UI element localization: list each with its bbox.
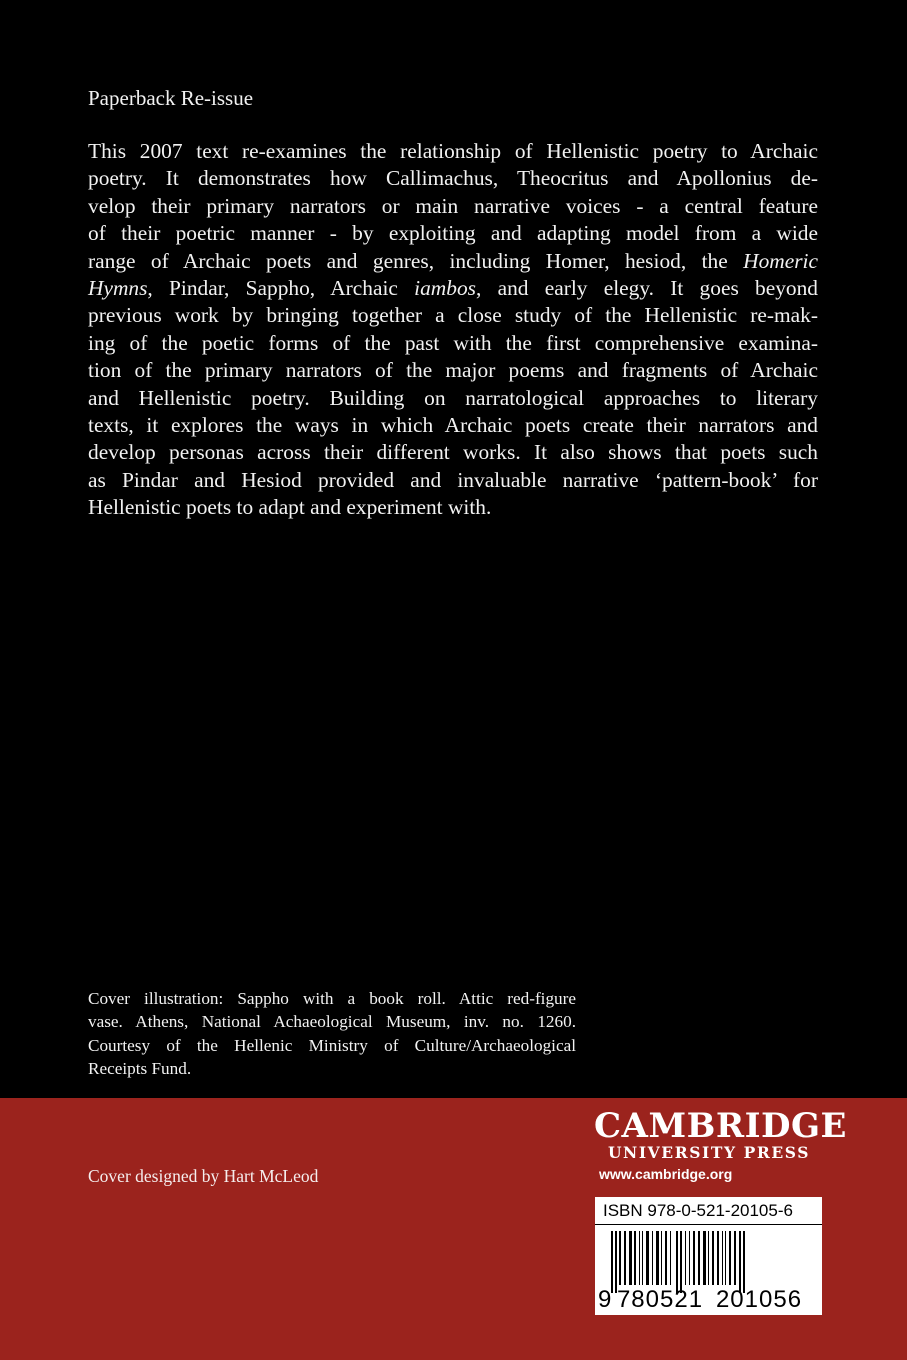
publisher-url: www.cambridge.org xyxy=(599,1166,733,1182)
barcode-bar xyxy=(670,1231,671,1285)
publisher-name: CAMBRIDGE xyxy=(594,1106,847,1146)
barcode-bar xyxy=(619,1231,621,1285)
credit-line: Courtesy of the Hellenic Ministry of Culture/Archaeological xyxy=(88,1035,576,1055)
blurb-line: Hymns, Pindar, Sappho, Archaic iambos, and early elegy. It goes beyond xyxy=(88,276,818,301)
barcode-bar xyxy=(629,1231,632,1285)
publisher-press: UNIVERSITY PRESS xyxy=(607,1143,811,1162)
barcode-bar xyxy=(656,1231,659,1285)
blurb-line: and Hellenistic poetry. Building on narratological approaches to literary xyxy=(88,385,818,410)
barcode-bar xyxy=(734,1231,736,1285)
barcode-bar xyxy=(652,1231,653,1285)
barcode-panel xyxy=(595,1197,822,1315)
barcode-bar xyxy=(615,1231,617,1293)
barcode-bar xyxy=(611,1231,613,1293)
barcode-bar xyxy=(712,1231,714,1285)
credit-line: Cover illustration: Sappho with a book roll. Attic red-figure xyxy=(88,989,576,1008)
edition-label: Paperback Re-issue xyxy=(88,86,254,110)
blurb-line: Hellenistic poets to adapt and experiment with. xyxy=(88,495,492,520)
barcode-bar xyxy=(708,1231,709,1285)
barcode-bar xyxy=(676,1231,678,1293)
barcode-bar xyxy=(725,1231,726,1285)
blurb-line: develop personas across their different works. It also shows that poets such xyxy=(88,440,818,465)
italic-term: iambos xyxy=(414,276,476,301)
isbn-divider xyxy=(595,1224,822,1225)
barcode-digits xyxy=(595,1287,822,1313)
blurb-line: ing of the poetic forms of the past with the first comprehensive examina- xyxy=(88,330,818,355)
blurb-paragraph xyxy=(88,138,818,522)
barcode-bar xyxy=(665,1231,667,1285)
publisher-logo xyxy=(594,1106,847,1184)
blurb-line: tion of the primary narrators of the major poems and fragments of Archaic xyxy=(88,358,818,383)
barcode-bar xyxy=(642,1231,643,1285)
barcode-bar xyxy=(729,1231,731,1285)
barcode-digits-left: 780521 xyxy=(616,1286,704,1313)
blurb-line: of their poetric manner - by exploiting and adapting model from a wide xyxy=(88,221,818,246)
barcode-bar xyxy=(661,1231,662,1285)
blurb-line: previous work by bringing together a close study of the Hellenistic re-mak- xyxy=(88,303,818,328)
barcode-digit-first: 9 xyxy=(598,1286,612,1313)
credit-line: Receipts Fund. xyxy=(88,1058,192,1078)
barcode-bar xyxy=(743,1231,745,1293)
barcode-bar xyxy=(639,1231,640,1285)
barcode-bar xyxy=(698,1231,700,1285)
isbn-number: ISBN 978-0-521-20105-6 xyxy=(603,1201,793,1220)
barcode-bar xyxy=(646,1231,649,1285)
blurb-line: texts, it explores the ways in which Archaic poets create their narrators and xyxy=(88,413,818,438)
barcode-bar xyxy=(693,1231,695,1285)
barcode-bar xyxy=(717,1231,719,1285)
italic-term: Hymns xyxy=(88,276,148,301)
barcode-digits-right: 201056 xyxy=(715,1286,803,1313)
barcode-bar xyxy=(722,1231,723,1285)
barcode-bar xyxy=(624,1231,626,1285)
barcode-bar xyxy=(685,1231,686,1285)
barcode-bar xyxy=(689,1231,690,1285)
cover-illustration-credit xyxy=(88,987,576,1080)
barcode-bar xyxy=(680,1231,682,1293)
barcode-bar xyxy=(634,1231,636,1285)
cover-designer-credit: Cover designed by Hart McLeod xyxy=(88,1166,319,1186)
blurb-line: range of Archaic poets and genres, including Homer, hesiod, the Homeric xyxy=(88,248,818,273)
barcode-bar xyxy=(739,1231,741,1293)
blurb-line: velop their primary narrators or main narrative voices - a central feature xyxy=(88,193,818,218)
blurb-line: This 2007 text re-examines the relationship of Hellenistic poetry to Archaic xyxy=(88,139,818,163)
barcode-bar xyxy=(703,1231,706,1285)
blurb-line: as Pindar and Hesiod provided and invaluable narrative ‘pattern-book’ for xyxy=(88,467,818,492)
italic-term: Homeric xyxy=(743,248,818,273)
credit-line: vase. Athens, National Achaeological Museum, inv. no. 1260. xyxy=(88,1012,576,1032)
blurb-line: poetry. It demonstrates how Callimachus, Theocritus and Apollonius de- xyxy=(88,166,818,191)
